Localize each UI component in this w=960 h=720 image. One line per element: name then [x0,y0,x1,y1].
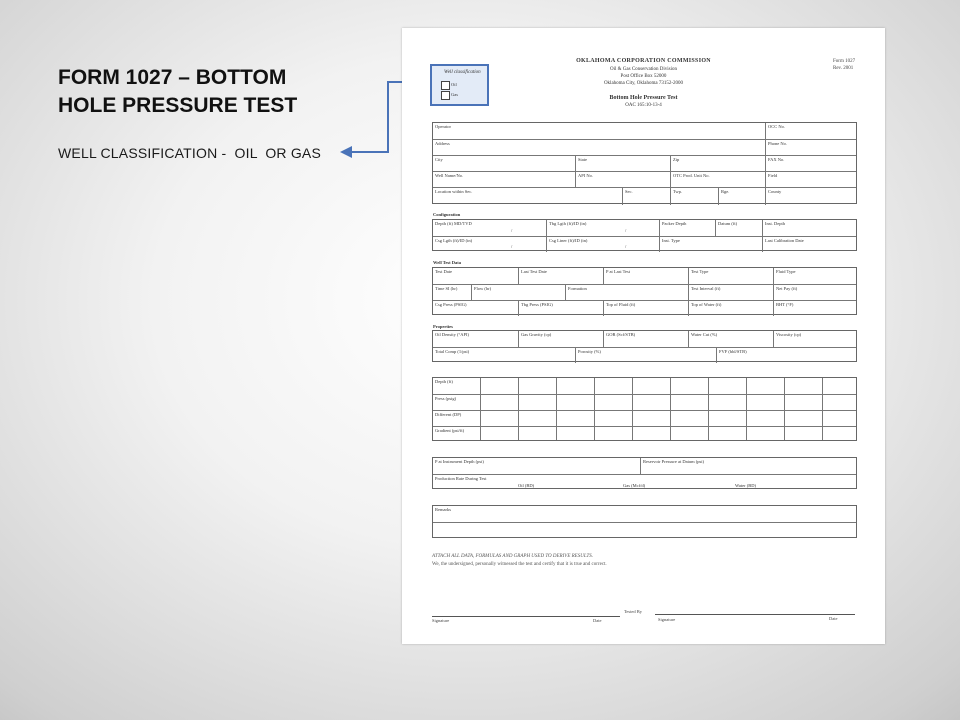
form-title: Bottom Hole Pressure Test [609,95,678,101]
gradient-row-label: Depth (ft) [435,379,453,384]
city-field[interactable]: City [435,157,443,162]
test-type-field[interactable]: Test Type [688,268,773,284]
certify-statement: We, the undersigned, personally witnessed the test and certify that it is true and correct. [432,562,607,567]
grid-line [746,378,747,440]
general-row [433,123,856,139]
pressure-row [433,474,856,490]
form-number: Form 1027 [833,59,856,64]
gradient-row [433,410,856,427]
general-section [432,122,857,204]
oil-rate-label: Oil (BD) [518,483,535,488]
rge-field[interactable]: Rge. [718,188,765,205]
remarks-section [432,505,857,538]
last-test-date-field[interactable]: Last Test Date [518,268,603,284]
production-rate-field[interactable] [433,475,856,490]
general-row [433,187,856,205]
gradient-row-label: Gradient (psi/ft) [435,428,465,433]
well-name-field[interactable]: Well Name/No. [435,173,464,178]
prod-rate-label: Production Rate During Test [435,476,487,481]
csg-press-field[interactable]: Csg Press (PSIG) [435,302,467,307]
properties-section [432,330,857,362]
datum-field[interactable]: Datum (ft) [715,220,762,236]
csg-liner-field[interactable] [546,237,659,252]
form-1027-page [402,28,885,644]
agency-name: OKLAHOMA CORPORATION COMMISSION [576,58,711,64]
phone-field[interactable]: Phone No. [765,140,856,156]
gas-label: Gas [451,92,458,97]
twp-field[interactable]: Twp. [670,188,718,205]
cell-label: Tbg Lgth (ft)/ID (in) [549,221,587,226]
bht-field[interactable]: BHT (°F) [773,301,856,316]
configuration-section [432,219,857,251]
packer-depth-field[interactable]: Packer Depth [659,220,715,236]
remarks-field[interactable]: Remarks [435,507,451,512]
water-cut-field[interactable]: Water Cut (%) [688,331,773,347]
operator-field[interactable]: Operator [435,124,451,129]
well-test-label: Well Test Data [433,260,462,265]
title-line-1: FORM 1027 – BOTTOM [58,66,287,89]
otc-unit-field[interactable]: OTC Prod. Unit No. [670,172,765,188]
pressure-row [433,458,856,474]
grid-line [784,378,785,440]
slash-separator: / [511,228,513,233]
csg-length-field[interactable] [433,237,546,252]
grid-line [480,378,481,440]
gas-gravity-field[interactable]: Gas Gravity (cp) [518,331,603,347]
top-fluid-field[interactable]: Top of Fluid (ft) [603,301,688,316]
properties-row [433,347,856,363]
time-si-field[interactable]: Time SI (hr) [435,286,458,291]
fax-field[interactable]: FAX No. [765,156,856,172]
test-date-field[interactable]: Test Date [435,269,453,274]
oil-label: Oil [451,82,457,87]
configuration-row [433,220,856,236]
sec-field[interactable]: Sec. [622,188,670,205]
general-row [433,139,856,156]
well-test-row [433,300,856,316]
occ-no-field[interactable]: OCC No. [765,123,856,139]
well-test-row [433,284,856,301]
p-instrument-field[interactable]: P at Instrument Depth (psi) [435,459,484,464]
grid-line [594,378,595,440]
pressure-section [432,457,857,489]
form-number-block [833,58,855,72]
fvf-field[interactable]: FVF (bbl/STB) [716,348,856,363]
inst-type-field[interactable]: Inst. Type [659,237,762,252]
water-rate-label: Water (BD) [735,483,757,488]
api-no-field[interactable]: API No. [575,172,670,188]
slash-separator: / [625,228,627,233]
gradient-row [433,378,856,394]
well-test-section [432,267,857,315]
oil-density-field[interactable]: Oil Density (°API) [435,332,470,337]
remarks-row [433,522,856,539]
location-field[interactable]: Location within Sec. [435,189,473,194]
grid-line [632,378,633,440]
grid-line [556,378,557,440]
calibration-date-field[interactable]: Last Calibration Date [762,237,856,252]
remarks-line[interactable] [433,523,856,539]
signature-label-2: Signature [658,617,676,622]
reservoir-pressure-field[interactable]: Reservoir Pressure at Datum (psi) [640,458,856,474]
formation-field[interactable]: Formation [565,285,688,301]
test-interval-field[interactable]: Test Interval (ft) [688,285,773,301]
net-pay-field[interactable]: Net Pay (ft) [773,285,856,301]
gradient-row-label: Press (psig) [435,396,457,401]
viscosity-field[interactable]: Viscosity (cp) [773,331,856,347]
flow-field[interactable]: Flow (hr) [471,285,565,301]
certification-block [432,553,607,569]
gradient-row-label: Different (DP) [435,412,462,417]
tbg-press-field[interactable]: Tbg Press (PSIG) [518,301,603,316]
configuration-label: Configuration [433,212,461,217]
date-label-2: Date [829,616,838,621]
signature-line-1[interactable] [432,616,620,617]
address-field[interactable]: Address [435,141,450,146]
state-field[interactable]: State [575,156,670,172]
title-line-2: HOLE PRESSURE TEST [58,94,298,117]
fluid-type-field[interactable]: Fluid Type [773,268,856,284]
top-water-field[interactable]: Top of Water (ft) [688,301,773,316]
properties-label: Properties [433,324,453,329]
date-label-1: Date [593,618,602,623]
slide-subtitle: WELL CLASSIFICATION - OIL OR GAS [58,145,321,161]
county-field[interactable]: County [765,188,856,205]
tbg-length-field[interactable] [546,220,659,236]
oac-ref: OAC 165:10-13-4 [625,103,662,108]
configuration-row [433,236,856,252]
well-test-row [433,268,856,284]
inst-depth-field[interactable]: Inst. Depth [762,220,856,236]
grid-line [822,378,823,440]
gas-rate-label: Gas (Mcf/d) [623,483,646,488]
gradient-row [433,394,856,411]
cell-label: Depth (ft) MD/TVD [435,221,472,226]
zip-field[interactable]: Zip [670,156,765,172]
grid-line [518,378,519,440]
cell-label: Csg Liner (ft)/ID (in) [549,238,588,243]
gor-field[interactable]: GOR (Scf/STB) [603,331,688,347]
grid-line [670,378,671,440]
porosity-field[interactable]: Porosity (%) [575,348,716,363]
slash-separator: / [625,244,627,249]
form-revision: Rev. 2001 [833,66,854,71]
division: Oil & Gas Conservation Division [610,67,677,72]
general-row [433,171,856,188]
po-box: Post Office Box 52000 [620,74,667,79]
signature-line-2[interactable] [655,614,855,615]
p-last-test-field[interactable]: P at Last Test [603,268,688,284]
cell-label: Csg Lgth (ft)/ID (in) [435,238,473,243]
attach-note: ATTACH ALL DATA, FORMULAS AND GRAPH USED TO DERIVE RESULTS. [432,554,594,559]
well-class-title: Well classification [444,70,481,75]
signature-label-1: Signature [432,618,450,623]
gradient-row [433,426,856,442]
city-line: Oklahoma City, Oklahoma 73152-2000 [603,81,684,86]
general-row [433,155,856,172]
total-comp-field[interactable]: Total Comp (1/psi) [435,349,470,354]
field-name-field[interactable]: Field [765,172,856,188]
slash-separator: / [511,244,513,249]
grid-line [708,378,709,440]
properties-row [433,331,856,347]
remarks-row [433,506,856,522]
gradient-table [432,377,857,441]
depth-md-tvd-field[interactable] [433,220,546,236]
tested-by-label: Tested By [624,609,643,614]
